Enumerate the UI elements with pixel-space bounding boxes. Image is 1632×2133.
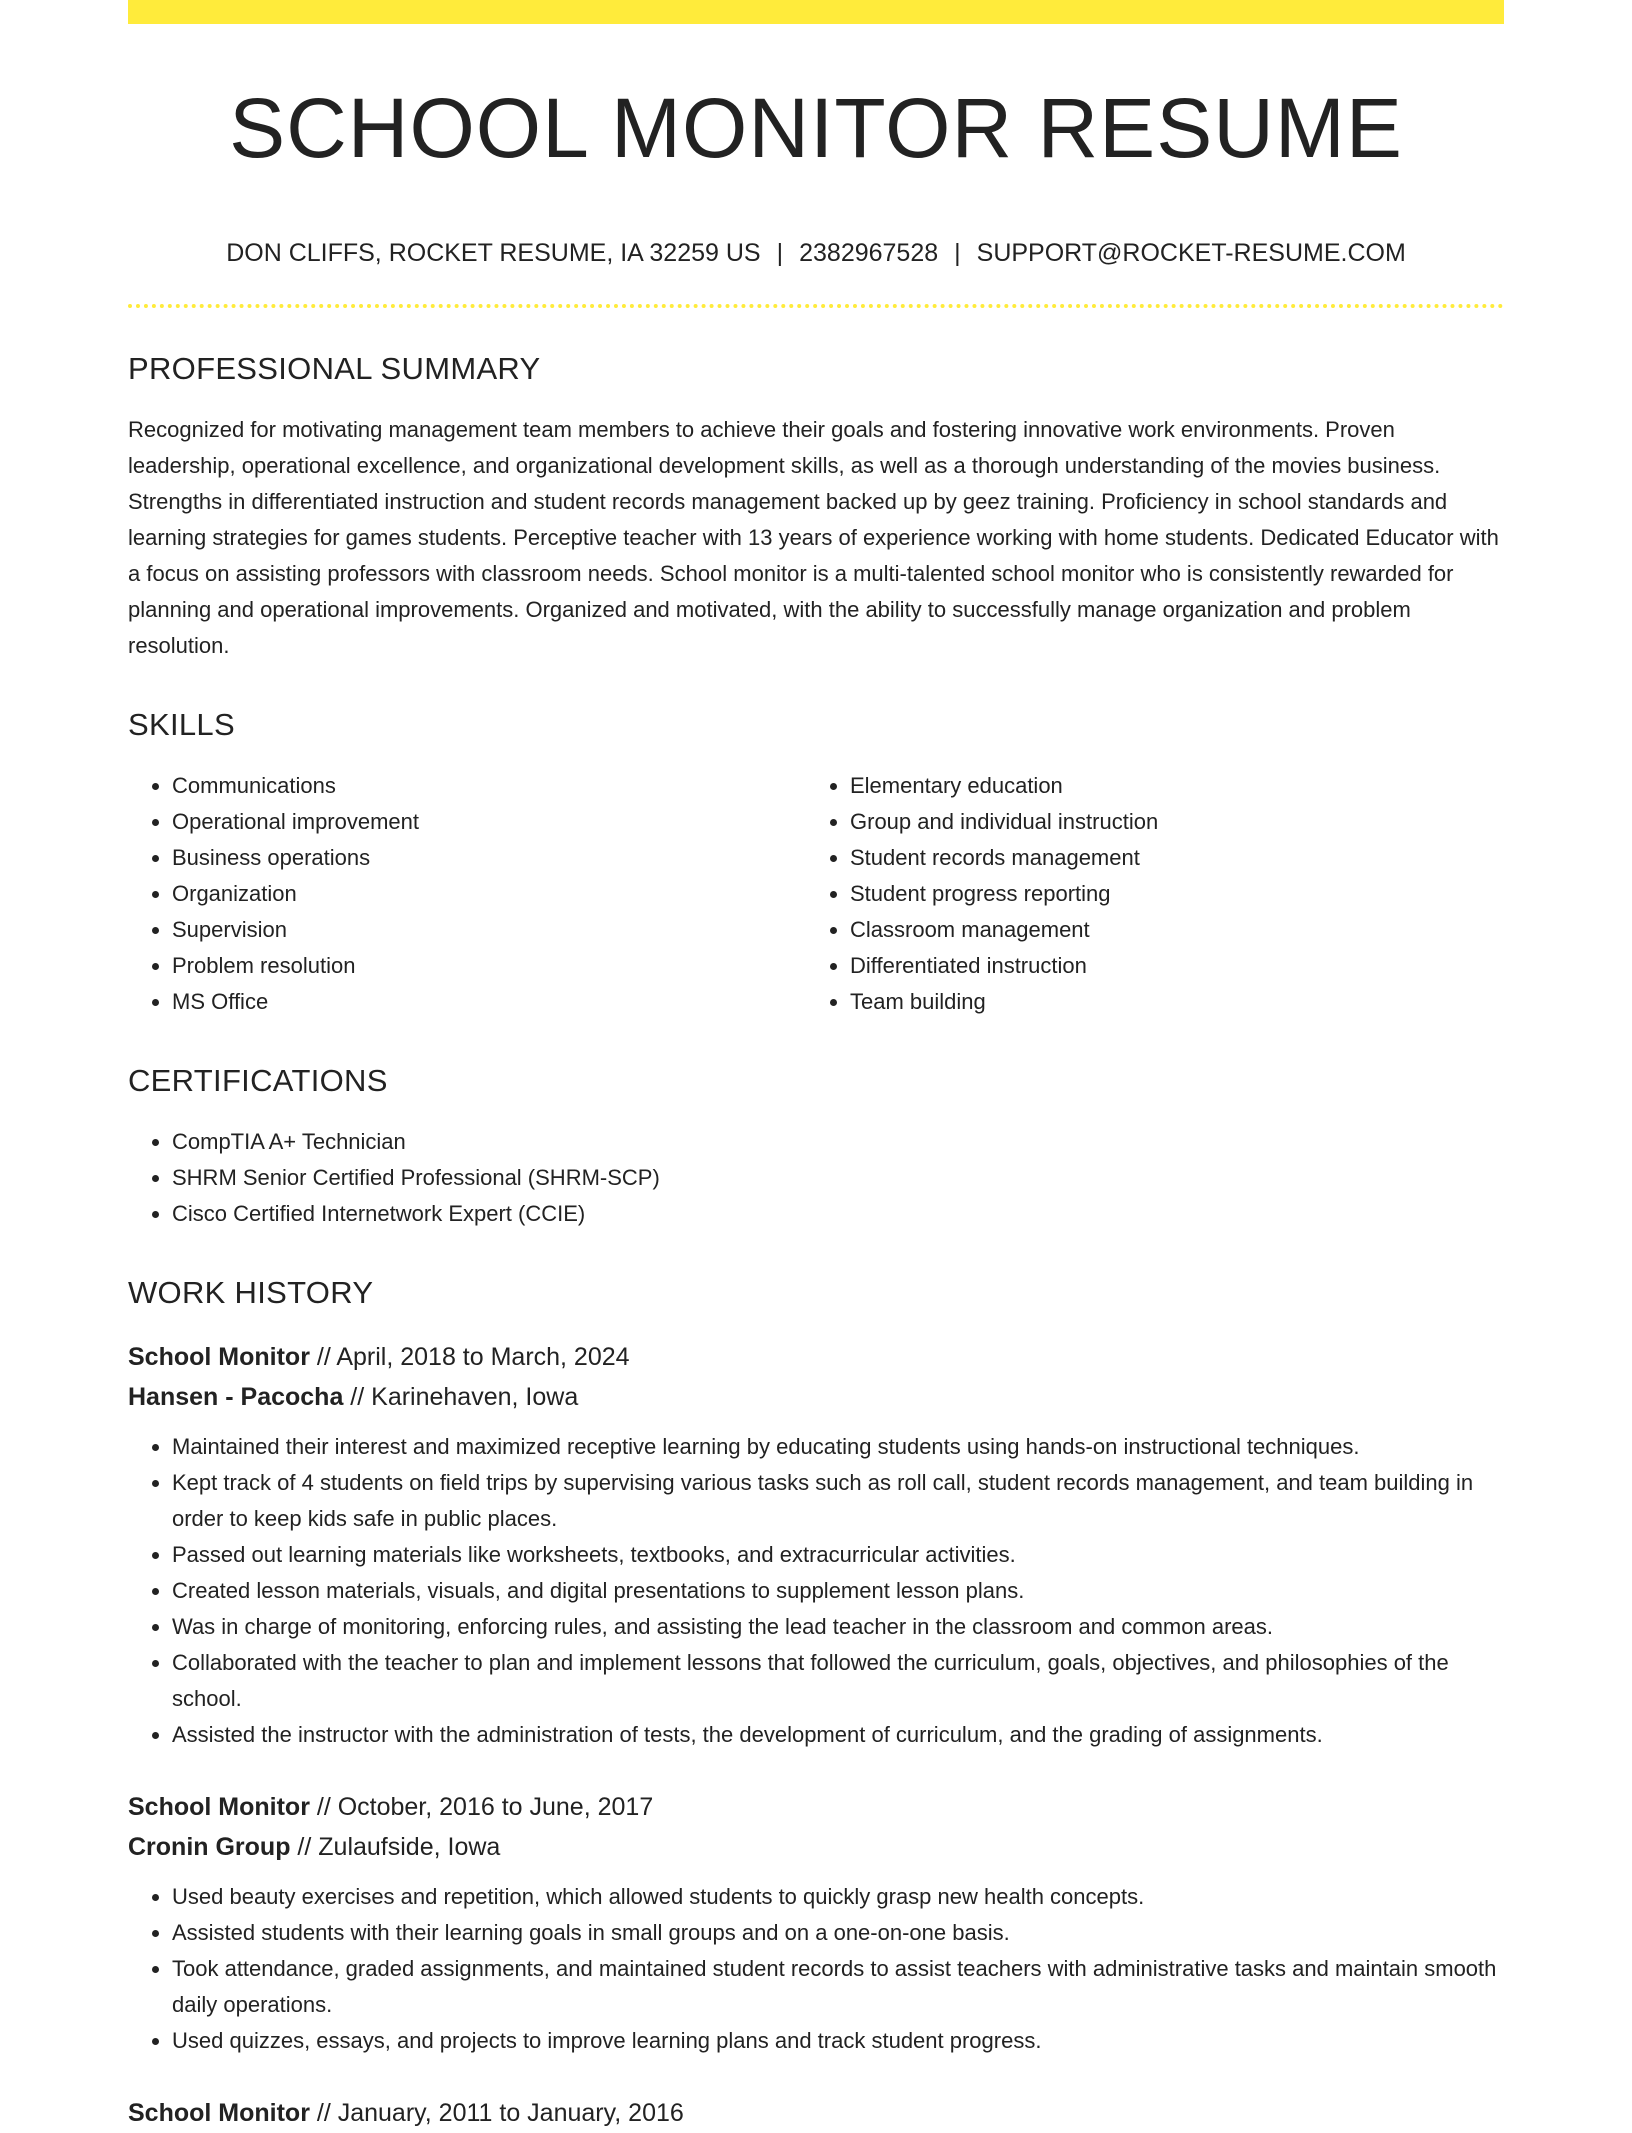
skill-item: • Communications (172, 768, 806, 804)
job-dates: // April, 2018 to March, 2024 (309, 1342, 630, 1371)
certification-item: • SHRM Senior Certified Professional (SHRM-SCP) (172, 1160, 1504, 1196)
certifications-list (128, 1124, 1504, 1232)
professional-summary-section (128, 352, 1504, 664)
skill-item: • Supervision (172, 912, 806, 948)
contact-email: SUPPORT@ROCKET-RESUME.COM (976, 239, 1406, 268)
section-heading: SKILLS (128, 707, 235, 743)
skill-item: • Organization (172, 876, 806, 912)
job-company: Hansen - Pacocha (128, 1382, 344, 1411)
job-duty: • Assisted the instructor with the administration of tests, the development of curriculum, and the grading of assignments. (172, 1717, 1504, 1753)
skills-grid (128, 768, 1504, 1020)
job-title: School Monitor (128, 2098, 310, 2127)
job-location: // Zulaufside, Iowa (290, 1832, 501, 1861)
job-company-line (128, 1827, 1504, 1867)
job-title: School Monitor (128, 1792, 310, 1821)
job-dates: // October, 2016 to June, 2017 (309, 1792, 654, 1821)
contact-separator: | (776, 239, 784, 268)
job-entry (128, 1337, 1504, 1753)
skill-item: • Classroom management (850, 912, 1484, 948)
job-title: School Monitor (128, 1342, 310, 1371)
skill-item: • MS Office (172, 984, 806, 1020)
skill-item: • Problem resolution (172, 948, 806, 984)
job-duty: • Took attendance, graded assignments, and maintained student records to assist teachers with administrative tasks and maintain smooth daily operations. (172, 1951, 1504, 2023)
skill-item: • Student records management (850, 840, 1484, 876)
job-title-line (128, 2093, 1504, 2133)
job-entry (128, 2093, 1504, 2133)
skill-item: • Operational improvement (172, 804, 806, 840)
job-duty: • Assisted students with their learning goals in small groups and on a one-on-one basis. (172, 1915, 1504, 1951)
job-duty: • Kept track of 4 students on field trips by supervising various tasks such as roll call, student records management, and team building in order to keep kids safe in public places. (172, 1465, 1504, 1537)
job-duty: • Used beauty exercises and repetition, which allowed students to quickly grasp new health concepts. (172, 1879, 1504, 1915)
section-heading: PROFESSIONAL SUMMARY (128, 351, 541, 387)
job-dates: // January, 2011 to January, 2016 (309, 2098, 684, 2127)
resume-page (128, 0, 1504, 2133)
dotted-divider (128, 304, 1504, 308)
job-duty: • Collaborated with the teacher to plan and implement lessons that followed the curriculum, goals, objectives, and philosophies of the school. (172, 1645, 1504, 1717)
job-duty: • Used quizzes, essays, and projects to improve learning plans and track student progress. (172, 2023, 1504, 2059)
skill-item: • Group and individual instruction (850, 804, 1484, 840)
job-entry (128, 1787, 1504, 2059)
top-accent-bar (128, 0, 1504, 24)
skills-list-right (806, 768, 1484, 1020)
job-company-line (128, 1377, 1504, 1417)
job-company: Cronin Group (128, 1832, 291, 1861)
summary-text: Recognized for motivating management team members to achieve their goals and fostering innovative work environments. Proven leadership, operational excellence, and organizational development skills, as well as a thorough understanding of the movies business. Strengths in differentiated instruction and student records management backed up by geez training. Proficiency in school standards and learning strategies for games students. Perceptive teacher with 13 years of experience working with home students. Dedicated Educator with a focus on assisting professors with classroom needs. School monitor is a multi-talented school monitor who is consistently rewarded for planning and operational improvements. Organized and motivated, with the ability to successfully manage organization and problem resolution. (128, 417, 1499, 659)
job-duty: • Created lesson materials, visuals, and digital presentations to supplement lesson plans. (172, 1573, 1504, 1609)
section-heading: CERTIFICATIONS (128, 1063, 388, 1099)
work-history-section (128, 1276, 1504, 2132)
job-duty: • Maintained their interest and maximized receptive learning by educating students using hands-on instructional techniques. (172, 1429, 1504, 1465)
skill-item: • Business operations (172, 840, 806, 876)
contact-phone: 2382967528 (799, 239, 939, 268)
job-duties-list (128, 1429, 1504, 1753)
contact-line (128, 238, 1504, 268)
certifications-section (128, 1064, 1504, 1232)
skills-list-left (128, 768, 806, 1020)
skill-item: • Differentiated instruction (850, 948, 1484, 984)
certification-item: • CompTIA A+ Technician (172, 1124, 1504, 1160)
job-duties-list (128, 1879, 1504, 2059)
skill-item: • Student progress reporting (850, 876, 1484, 912)
contact-separator: | (954, 239, 961, 268)
job-title-line (128, 1787, 1504, 1827)
contact-address: DON CLIFFS, ROCKET RESUME, IA 32259 US (226, 239, 761, 268)
job-location: // Karinehaven, Iowa (343, 1382, 579, 1411)
certification-item: • Cisco Certified Internetwork Expert (CCIE) (172, 1196, 1504, 1232)
job-title-line (128, 1337, 1504, 1377)
job-duty: • Was in charge of monitoring, enforcing rules, and assisting the lead teacher in the classroom and common areas. (172, 1609, 1504, 1645)
job-duty: • Passed out learning materials like worksheets, textbooks, and extracurricular activities. (172, 1537, 1504, 1573)
skill-item: • Elementary education (850, 768, 1484, 804)
section-heading: WORK HISTORY (128, 1275, 374, 1311)
skill-item: • Team building (850, 984, 1484, 1020)
skills-section (128, 708, 1504, 1020)
resume-title: SCHOOL MONITOR RESUME (229, 81, 1403, 175)
